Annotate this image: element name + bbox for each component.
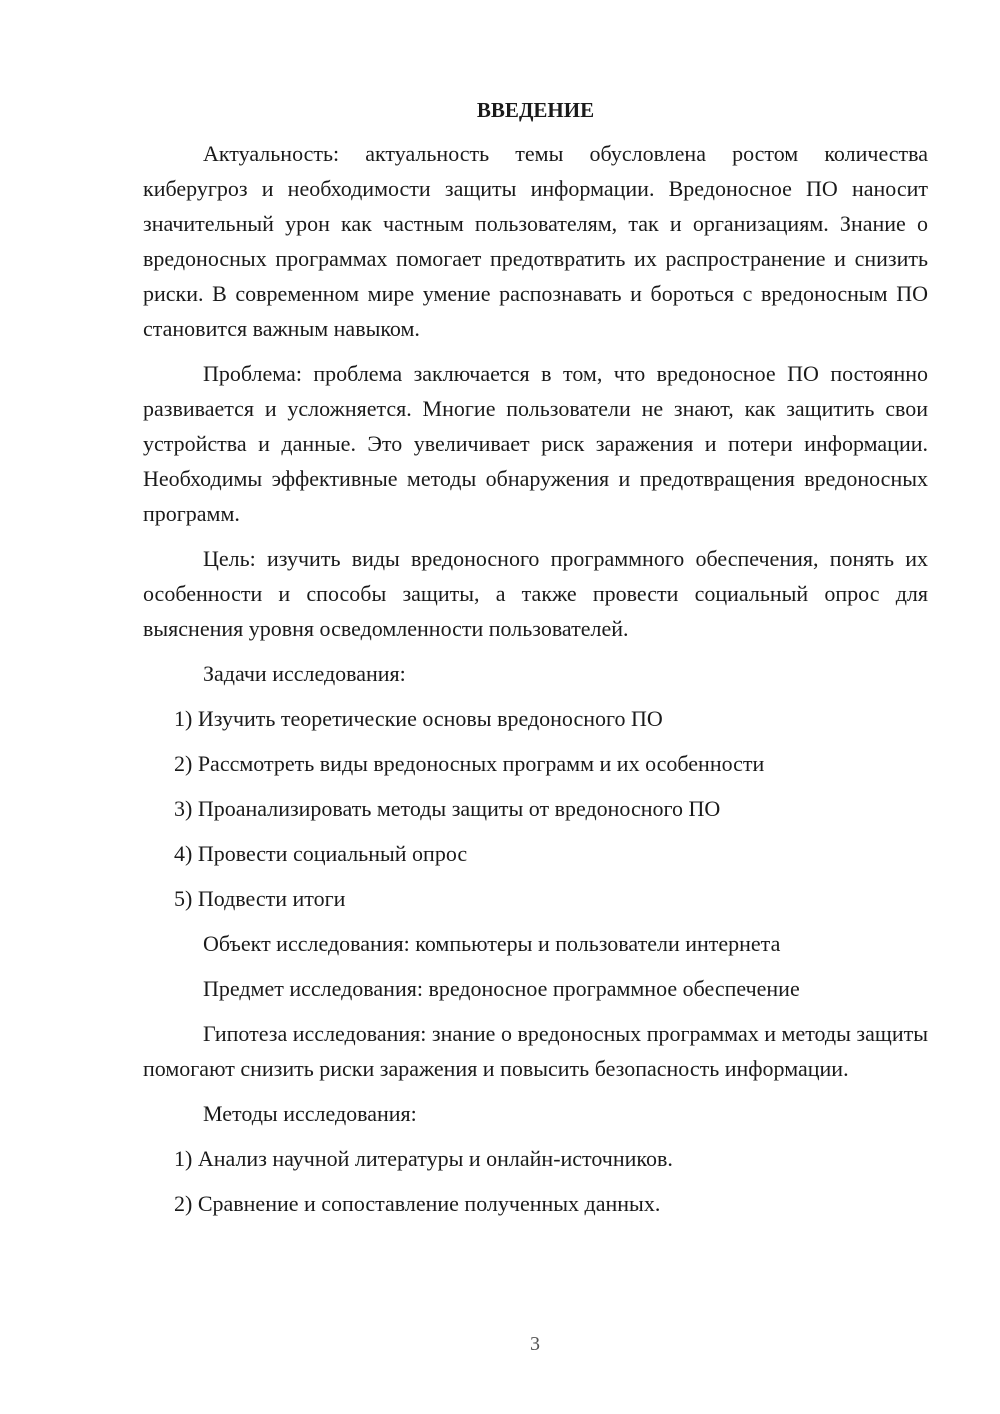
subject-line: Предмет исследования: вредоносное программное обеспечение: [203, 976, 800, 1001]
task-item-4: 4) Провести социальный опрос: [174, 841, 468, 866]
task-item-3: 3) Проанализировать методы защиты от вредоносного ПО: [174, 796, 721, 821]
tasks-heading: Задачи исследования:: [203, 661, 406, 686]
section-title: ВВЕДЕНИЕ: [476, 98, 595, 122]
object-line: Объект исследования: компьютеры и пользователи интернета: [203, 931, 781, 956]
page-content: [143, 93, 928, 1231]
method-item-2: 2) Сравнение и сопоставление полученных данных.: [174, 1191, 661, 1216]
hypothesis-paragraph: Гипотеза исследования: знание о вредоносных программах и методы защиты помогают снизить риски заражения и повысить безопасность информации.: [143, 1021, 928, 1081]
relevance-paragraph: Актуальность: актуальность темы обусловлена ростом количества киберугроз и необходимости защиты информации. Вредоносное ПО наносит значительный урон как частным пользователям, так и организациям. Знание о вредоносных программах помогает предотвратить их распространение и снизить риски. В современном мире умение распознавать и бороться с вредоносным ПО становится важным навыком.: [143, 141, 928, 341]
page-number: 3: [530, 1333, 540, 1355]
goal-paragraph: Цель: изучить виды вредоносного программного обеспечения, понять их особенности и способы защиты, а также провести социальный опрос для выяснения уровня осведомленности пользователей.: [143, 546, 928, 641]
methods-heading: Методы исследования:: [203, 1101, 417, 1126]
task-item-2: 2) Рассмотреть виды вредоносных программ и их особенности: [174, 751, 765, 776]
problem-paragraph: Проблема: проблема заключается в том, что вредоносное ПО постоянно развивается и усложняется. Многие пользователи не знают, как защитить свои устройства и данные. Это увеличивает риск заражения и потери информации. Необходимы эффективные методы обнаружения и предотвращения вредоносных программ.: [143, 361, 928, 526]
task-item-5: 5) Подвести итоги: [174, 886, 346, 911]
method-item-1: 1) Анализ научной литературы и онлайн-источников.: [174, 1146, 673, 1171]
task-item-1: 1) Изучить теоретические основы вредоносного ПО: [174, 706, 663, 731]
